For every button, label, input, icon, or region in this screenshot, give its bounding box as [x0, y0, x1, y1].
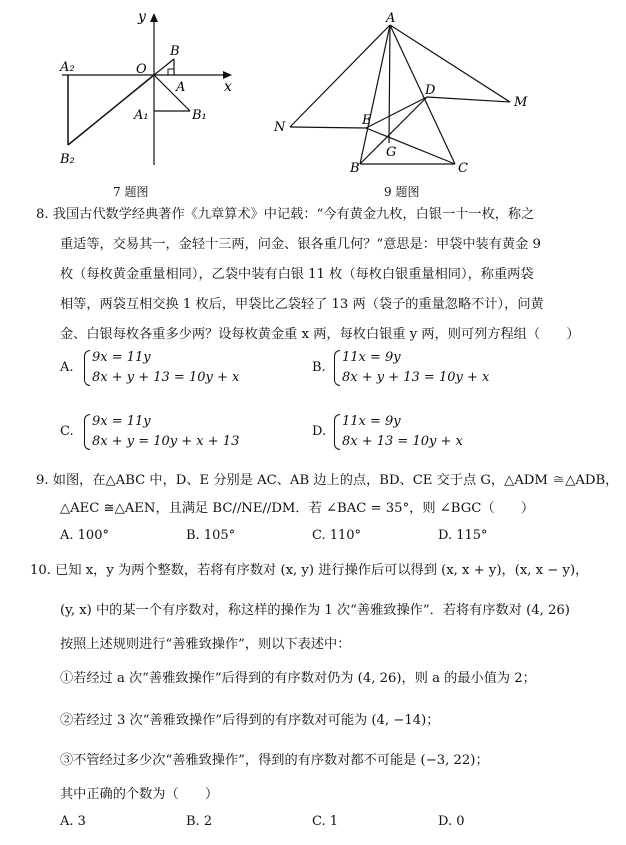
label-a2: A₂: [60, 60, 75, 75]
label-e: E: [362, 113, 372, 128]
q10-option-c[interactable]: C. 1: [312, 814, 339, 829]
q9-option-c[interactable]: C. 110°: [312, 528, 362, 543]
q8-option-b-eq1: 11x = 9y: [342, 350, 401, 365]
q9-option-d[interactable]: D. 115°: [438, 528, 488, 543]
right-angle-mark: [168, 69, 174, 75]
segment-a-n: [290, 25, 390, 127]
label-n: N: [274, 120, 286, 135]
q9-line-2: △AEC ≅△AEN，且满足 BC//NE//DM．若 ∠BAC = 35°，则 ∠BGC（ ）: [60, 501, 535, 516]
q8-option-d-letter[interactable]: D.: [312, 424, 327, 439]
q10-line-1: 10. 已知 x，y 为两个整数，若将有序数对 (x, y) 进行操作后可以得到 (x, x + y)，(x, x − y)，: [30, 563, 589, 578]
figure-9: [270, 10, 540, 175]
y-axis-arrow: [150, 13, 158, 22]
label-d: D: [425, 83, 436, 98]
x-axis-arrow: [223, 71, 232, 79]
q10-line-5: ②若经过 3 次“善雅致操作”后得到的有序数对可能为 (4, −14)；: [60, 713, 440, 728]
q10-option-b[interactable]: B. 2: [186, 814, 213, 829]
label-b: B: [350, 161, 360, 176]
q8-option-b-system[interactable]: [334, 348, 489, 388]
q9-option-a[interactable]: A. 100°: [60, 528, 109, 543]
q8-line-4: 相等，两袋互相交换 1 枚后，甲袋比乙袋轻了 13 两（袋子的重量忽略不计），问黄: [60, 297, 544, 312]
q8-option-a-letter[interactable]: A.: [60, 360, 74, 375]
q8-option-c-eq1: 9x = 11y: [92, 414, 151, 429]
segment-d-m: [427, 97, 510, 102]
q8-line-2: 重适等，交易其一，金轻十三两，问金、银各重几何？”意思是：甲袋中装有黄金 9: [60, 237, 541, 252]
q10-option-a[interactable]: A. 3: [60, 814, 86, 829]
q8-option-a-system[interactable]: [84, 348, 239, 388]
figure-7: [50, 5, 250, 175]
label-a: A: [176, 80, 186, 95]
label-y: y: [138, 9, 146, 25]
label-o: O: [136, 62, 147, 77]
segment-c-e: [366, 128, 455, 164]
label-b: B: [170, 44, 180, 59]
q9-line-1: 9. 如图，在△ABC 中，D、E 分别是 AC、AB 边上的点，BD、CE 交于点 G，△ADM ≅△ADB，: [36, 473, 619, 488]
figure-9-caption: 9 题图: [384, 185, 420, 199]
q10-line-7: 其中正确的个数为（ ）: [60, 787, 219, 802]
q8-line-1: 8. 我国古代数学经典著作《九章算术》中记载：“今有黄金九枚，白银一十一枚，称之: [36, 207, 535, 222]
figure-7-caption: 7 题图: [113, 185, 149, 199]
label-x: x: [224, 79, 232, 95]
q8-line-3: 枚（每枚黄金重量相同），乙袋中装有白银 11 枚（每枚白银重量相同），称重两袋: [60, 267, 534, 282]
q8-option-a-eq2: 8x + y + 13 = 10y + x: [92, 370, 240, 385]
label-b1: B₁: [192, 108, 207, 123]
q8-option-c-system[interactable]: [84, 412, 239, 452]
q10-option-d[interactable]: D. 0: [438, 814, 465, 829]
q8-option-b-eq2: 8x + y + 13 = 10y + x: [342, 370, 490, 385]
q10-line-6: ③不管经过多少次“善雅致操作”，得到的有序数对都不可能是 (−3, 22)；: [60, 753, 489, 768]
label-c: C: [458, 161, 468, 176]
segment-a-b: [360, 25, 390, 164]
q10-line-2: (y, x) 中的某一个有序数对，称这样的操作为 1 次“善雅致操作”．若将有序数对 (4, 26): [60, 603, 570, 618]
q10-line-3: 按照上述规则进行“善雅致操作”，则以下表述中：: [60, 637, 351, 652]
segment-a-g: [389, 25, 390, 143]
label-m: M: [514, 95, 528, 110]
segment-n-e: [290, 127, 366, 128]
q10-line-4: ①若经过 a 次“善雅致操作”后得到的有序数对仍为 (4, 26)，则 a 的最小值为 2；: [60, 671, 536, 686]
q8-option-c-letter[interactable]: C.: [60, 424, 74, 439]
q8-line-5: 金、白银每枚各重多少两？设每枚黄金重 x 两，每枚白银重 y 两，则可列方程组（ ）: [60, 327, 580, 342]
q8-option-d-eq1: 11x = 9y: [342, 414, 401, 429]
q8-option-c-eq2: 8x + y = 10y + x + 13: [92, 434, 240, 449]
segment-e-d: [366, 97, 427, 128]
label-a1: A₁: [134, 108, 149, 123]
segment-o-b: [154, 59, 174, 75]
q8-option-d-eq2: 8x + 13 = 10y + x: [342, 434, 463, 449]
q8-option-b-letter[interactable]: B.: [312, 360, 326, 375]
q8-option-a-eq1: 9x = 11y: [92, 350, 151, 365]
q9-option-b[interactable]: B. 105°: [186, 528, 236, 543]
label-a: A: [386, 11, 396, 26]
label-g: G: [386, 145, 397, 160]
q8-option-d-system[interactable]: [334, 412, 463, 452]
label-b2: B₂: [60, 152, 75, 167]
